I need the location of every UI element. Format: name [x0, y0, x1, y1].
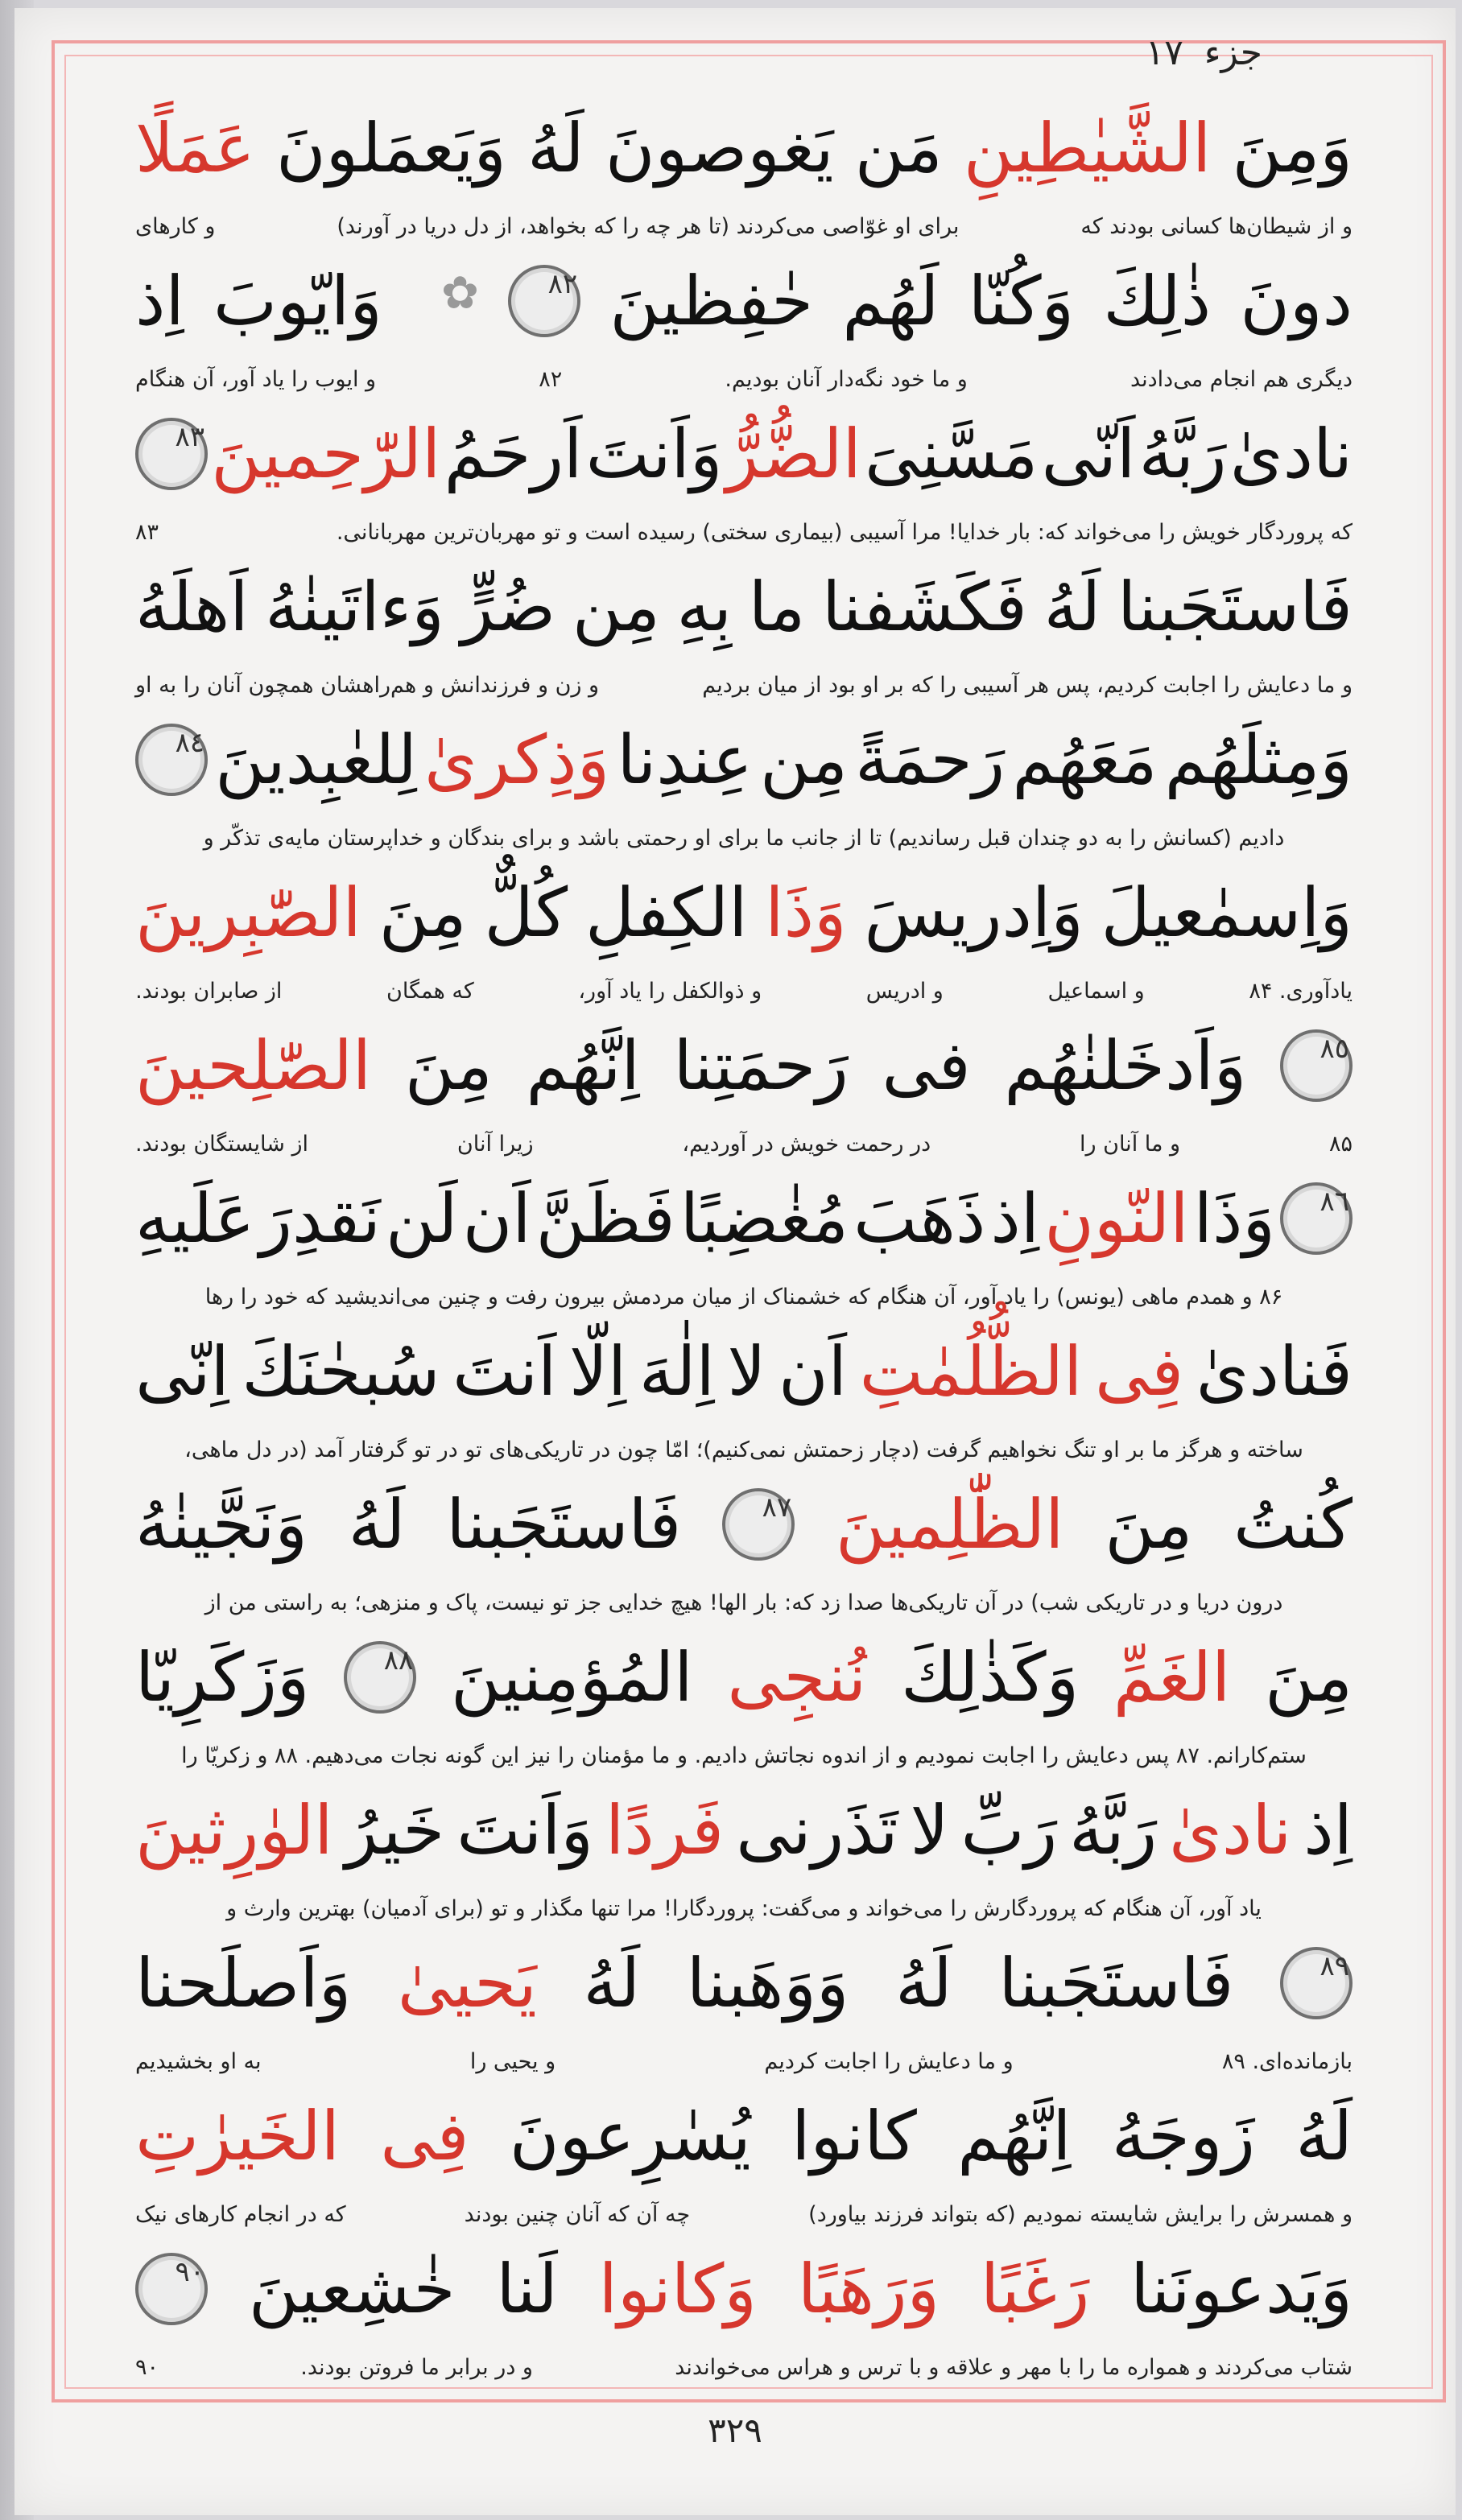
arabic-word: اِلٰهَ [638, 1332, 715, 1411]
juz-label: جزء [1204, 32, 1262, 73]
arabic-word: اَرحَمُ [444, 415, 583, 493]
arabic-word: مَسَّنِىَ [865, 415, 1039, 493]
arabic-word: لَنا [496, 2250, 558, 2328]
arabic-word: وَاِدريسَ [864, 873, 1084, 952]
arabic-word: مَن [854, 109, 943, 188]
arabic-word: الصّٰلِحينَ [135, 1026, 372, 1105]
arabic-word: فِى [1094, 1332, 1184, 1411]
persian-translation [135, 1735, 1353, 1776]
arabic-word: وَاَصلَحنا [135, 1944, 352, 2023]
quran-page [14, 8, 1456, 2515]
arabic-line [135, 2236, 1353, 2342]
translation-segment: یادآوری. ۸۴ [1249, 978, 1353, 1004]
translation-segment: و اسماعیل [1047, 978, 1145, 1004]
arabic-word: وَوَهَبنا [686, 1944, 849, 2023]
arabic-line [135, 554, 1353, 660]
translation-segment: و زن و فرزندانش و هم‌راهشان همچون آنان را به او [135, 672, 600, 698]
translation-segment: و در برابر ما فروتن بودند. [300, 2354, 533, 2380]
arabic-word: اِلّا [568, 1332, 627, 1411]
arabic-word: لِلعٰبِدينَ [215, 720, 417, 799]
arabic-word: اِذ [135, 262, 184, 340]
arabic-line [135, 2083, 1353, 2189]
arabic-word: دونَ [1240, 262, 1353, 340]
arabic-word: ذٰلِكَ [1103, 262, 1212, 340]
persian-translation [135, 818, 1353, 858]
verse-line [135, 1777, 1353, 1936]
translation-segment: و کارهای [135, 213, 216, 239]
verse-number-marker: ٨٩ [1280, 1947, 1353, 2019]
arabic-word: وَايّوبَ [213, 262, 382, 340]
persian-translation [135, 2041, 1353, 2081]
translation-segment: و ما دعایش را اجابت کردیم [764, 2048, 1014, 2074]
arabic-word: رَغَبًا [980, 2250, 1090, 2328]
arabic-word: الكِفلِ [584, 873, 748, 952]
arabic-word: وَاَنتَ [585, 415, 723, 493]
arabic-word: المُؤمِنينَ [451, 1638, 693, 1717]
translation-segment: یاد آور، آن هنگام که پروردگارش را می‌خواند و می‌گفت: پروردگارا! مرا تنها مگذار و تو (برای آدمیان) بهترین وارث و [226, 1895, 1262, 1921]
arabic-word: لَهُ [1295, 2097, 1353, 2176]
translation-segment: از صابران بودند. [135, 978, 283, 1004]
arabic-word: الوٰرِثينَ [135, 1791, 333, 1870]
arabic-word: فَاستَجَبنا [998, 1944, 1234, 2023]
persian-translation [135, 2347, 1353, 2387]
verse-line [135, 1165, 1353, 1325]
arabic-word: ذَهَبَ [853, 1179, 986, 1258]
arabic-word: فَظَنَّ [535, 1179, 675, 1258]
arabic-word: لا [910, 1791, 949, 1870]
arabic-word: النّونِ [1044, 1179, 1189, 1258]
arabic-word: عَمَلًا [135, 109, 255, 188]
persian-translation [135, 1582, 1353, 1623]
hizb-ornament-icon: ✿ [441, 267, 479, 320]
arabic-line [135, 1318, 1353, 1425]
arabic-word: رَبِّ [960, 1791, 1058, 1870]
translation-segment: از شایستگان بودند. [135, 1131, 309, 1157]
arabic-word: فَاستَجَبنا [446, 1485, 682, 1564]
arabic-line [135, 1471, 1353, 1578]
persian-translation [135, 1124, 1353, 1164]
persian-translation [135, 2194, 1353, 2234]
translation-segment: و ما دعایش را اجابت کردیم، پس هر آسیبی را که بر او بود از میان بردیم [702, 672, 1353, 698]
arabic-word: كُنتُ [1233, 1485, 1353, 1564]
verse-line [135, 95, 1353, 254]
arabic-word: اَنّى [1041, 415, 1136, 493]
arabic-word: وَيَعمَلونَ [275, 109, 506, 188]
translation-segment: زیرا آنان [456, 1131, 534, 1157]
verse-line [135, 1624, 1353, 1784]
arabic-word: فى [882, 1026, 971, 1105]
arabic-word: اِذ [990, 1179, 1040, 1258]
arabic-word: لَهُم [842, 262, 940, 340]
translation-segment: و ایوب را یاد آور، آن هنگام [135, 366, 377, 392]
arabic-word: الصّٰبِرينَ [135, 873, 361, 952]
translation-segment: دیگری هم انجام می‌دادند [1130, 366, 1353, 392]
verse-line [135, 707, 1353, 866]
translation-segment: و یحیی را [469, 2048, 556, 2074]
arabic-word: فَكَشَفنا [822, 567, 1027, 646]
arabic-line [135, 1165, 1353, 1272]
arabic-line [135, 1930, 1353, 2036]
verse-line [135, 2083, 1353, 2242]
arabic-word: لَن [385, 1179, 458, 1258]
verse-line [135, 554, 1353, 713]
persian-translation [135, 1276, 1353, 1317]
translation-segment: ۹۰ [135, 2354, 159, 2380]
arabic-line [135, 1624, 1353, 1730]
translation-segment: که در انجام کارهای نیک [135, 2201, 346, 2227]
arabic-word: يُسٰرِعونَ [509, 2097, 751, 2176]
verse-line [135, 1318, 1353, 1478]
arabic-word: وَاَنتَ [456, 1791, 593, 1870]
arabic-word: مِن [760, 720, 848, 799]
arabic-word: الشَّيٰطِينِ [963, 109, 1212, 188]
verse-line [135, 401, 1353, 560]
translation-segment: درون دریا و در تاریکی شب) در آن تاریکی‌ها صدا زد که: بار الها! هیچ خدایی جز تو نیست، پاک و منزهی؛ به راستی من از [204, 1590, 1283, 1615]
arabic-word: وَزَكَرِيّا [135, 1638, 310, 1717]
verse-number-marker: ٨٢ [508, 265, 580, 337]
arabic-word: الخَيرٰتِ [135, 2097, 341, 2176]
arabic-word: فِى [380, 2097, 469, 2176]
verse-lines [135, 95, 1353, 2397]
arabic-word: فَاستَجَبنا [1117, 567, 1353, 646]
arabic-word: وَكُنّا [968, 262, 1075, 340]
translation-segment: ستم‌کارانم. ۸۷ پس دعایش را اجابت نمودیم و از اندوه نجاتش دادیم. و ما مؤمنان را نیز این گونه نجات می‌دهیم. ۸۸ و زکریّا را [181, 1743, 1307, 1768]
persian-translation [135, 359, 1353, 399]
arabic-word: الرّٰحِمينَ [211, 415, 441, 493]
persian-translation [135, 665, 1353, 705]
juz-header [1146, 32, 1262, 73]
arabic-word: اَن [462, 1179, 531, 1258]
arabic-word: الضُّرُّ [725, 415, 861, 493]
arabic-word: الغَمِّ [1113, 1638, 1231, 1717]
arabic-word: تَذَرنى [736, 1791, 898, 1870]
persian-translation [135, 512, 1353, 552]
arabic-word: مِنَ [1105, 1485, 1193, 1564]
arabic-word: وَكَذٰلِكَ [901, 1638, 1080, 1717]
arabic-word: الظّٰلِمينَ [836, 1485, 1064, 1564]
arabic-word: مُغٰضِبًا [679, 1179, 849, 1258]
arabic-word: لَهُ [895, 1944, 952, 2023]
arabic-word: وَاَدخَلنٰهُم [1004, 1026, 1247, 1105]
arabic-word: وَاِسمٰعيلَ [1101, 873, 1353, 952]
arabic-word: وَيَدعونَنا [1130, 2250, 1353, 2328]
arabic-word: لَهُ [1043, 567, 1101, 646]
verse-line [135, 2236, 1353, 2395]
persian-translation [135, 206, 1353, 246]
arabic-word: يَحيىٰ [397, 1944, 537, 2023]
arabic-word: لَهُ [348, 1485, 406, 1564]
translation-segment: که همگان [386, 978, 474, 1004]
verse-number-marker: ٩٠ [135, 2253, 208, 2325]
arabic-word: اِنَّهُم [957, 2097, 1072, 2176]
arabic-word: خَيرُ [345, 1791, 445, 1870]
arabic-word: اَهلَهُ [135, 567, 249, 646]
arabic-word: ضُرٍّ [460, 567, 556, 646]
translation-segment: ۸۲ [539, 366, 563, 392]
arabic-word: مَعَهُم [1012, 720, 1158, 799]
arabic-word: رَبَّهُ [1069, 1791, 1158, 1870]
verse-line [135, 1013, 1353, 1172]
arabic-word: رَبَّهُ [1138, 415, 1227, 493]
translation-segment: و همسرش را برایش شایسته نمودیم (که بتواند فرزند بیاورد) [808, 2201, 1353, 2227]
arabic-word: ما [748, 567, 806, 646]
arabic-word: عِندِنا [617, 720, 753, 799]
juz-number: ۱۷ [1145, 32, 1183, 73]
arabic-word: زَوجَهُ [1111, 2097, 1255, 2176]
translation-segment: برای او غوّاصی می‌کردند (تا هر چه را که بخواهد، از دل دریا در آورند) [337, 213, 960, 239]
arabic-word: عَلَيهِ [135, 1179, 255, 1258]
translation-segment: در رحمت خویش در آوردیم، [682, 1131, 931, 1157]
arabic-word: اِنَّهُم [526, 1026, 640, 1105]
translation-segment: و از شیطان‌ها کسانی بودند که [1080, 213, 1353, 239]
arabic-word: وَنَجَّينٰهُ [135, 1485, 308, 1564]
translation-segment: ۸۳ [135, 519, 159, 545]
translation-segment: دادیم (کسانش را به دو چندان قبل رساندیم) تا از جانب ما برای او رحمتی باشد و برای بندگان و خداپرستان مایه‌ی تذکّر و [203, 825, 1285, 851]
arabic-line [135, 401, 1353, 507]
verse-line [135, 248, 1353, 407]
verse-line [135, 1471, 1353, 1631]
arabic-word: رَحمَةً [855, 720, 1006, 799]
verse-line [135, 860, 1353, 1019]
arabic-word: الظُّلُمٰتِ [859, 1332, 1083, 1411]
translation-segment: و ذوالکفل را یاد آور، [578, 978, 762, 1004]
verse-number-marker: ٨٣ [135, 418, 208, 490]
verse-number-marker: ٨٨ [344, 1641, 416, 1714]
persian-translation [135, 1429, 1353, 1470]
arabic-word: بِهِ [676, 567, 732, 646]
arabic-word: كانوا [791, 2097, 917, 2176]
translation-segment: و ما خود نگه‌دار آنان بودیم. [725, 366, 968, 392]
arabic-word: وَءاتَينٰهُ [265, 567, 444, 646]
arabic-word: سُبحٰنَكَ [242, 1332, 440, 1411]
arabic-word: اَن [778, 1332, 847, 1411]
verse-number-marker: ٨٥ [1280, 1029, 1353, 1102]
arabic-word: اَنتَ [452, 1332, 557, 1411]
arabic-word: كُلٌّ [484, 873, 568, 952]
arabic-line [135, 707, 1353, 813]
arabic-line [135, 248, 1353, 354]
arabic-word: نُنجِى [727, 1638, 867, 1717]
arabic-word: فَنادىٰ [1196, 1332, 1353, 1411]
verse-number-marker: ٨٧ [722, 1488, 795, 1561]
arabic-word: حٰفِظينَ [609, 262, 813, 340]
arabic-word: وَمِنَ [1232, 109, 1353, 188]
arabic-line [135, 95, 1353, 201]
arabic-word: لَهُ [583, 1944, 641, 2023]
arabic-word: مِنَ [378, 873, 467, 952]
arabic-word: لَهُ [527, 109, 584, 188]
translation-segment: چه آن که آنان چنین بودند [464, 2201, 691, 2227]
verse-number-marker: ٨٦ [1280, 1182, 1353, 1255]
translation-segment: به او بخشیدیم [135, 2048, 262, 2074]
arabic-word: خٰشِعينَ [248, 2250, 456, 2328]
translation-segment: ۸۵ [1328, 1131, 1353, 1157]
translation-segment: و ما آنان را [1080, 1131, 1181, 1157]
arabic-word: نادىٰ [1229, 415, 1353, 493]
arabic-word: مِن [572, 567, 660, 646]
arabic-word: وَرَهَبًا [797, 2250, 940, 2328]
arabic-word: اِذ [1303, 1791, 1353, 1870]
arabic-word: نادىٰ [1169, 1791, 1292, 1870]
arabic-line [135, 860, 1353, 966]
verse-number-marker: ٨٤ [135, 724, 208, 796]
arabic-word: يَغوصونَ [605, 109, 834, 188]
arabic-word: مِنَ [1265, 1638, 1353, 1717]
arabic-word: وَمِثلَهُم [1164, 720, 1353, 799]
verse-line [135, 1930, 1353, 2089]
arabic-word: وَكانوا [598, 2250, 757, 2328]
arabic-word: وَذِكرىٰ [424, 720, 610, 799]
translation-segment: و ادریس [865, 978, 944, 1004]
persian-translation [135, 1888, 1353, 1928]
persian-translation [135, 971, 1353, 1011]
arabic-word: مِنَ [404, 1026, 493, 1105]
translation-segment: ساخته و هرگز ما بر او تنگ نخواهیم گرفت (دچار زحمتش نمی‌کنیم)؛ امّا چون در تاریکی‌های تو در تو گرفتار آمد (در دل ماهی، [184, 1437, 1303, 1462]
arabic-word: رَحمَتِنا [673, 1026, 849, 1105]
arabic-word: اِنّى [135, 1332, 229, 1411]
translation-segment: شتاب می‌کردند و همواره ما را با مهر و علاقه و با ترس و هراس می‌خواندند [675, 2354, 1353, 2380]
arabic-word: نَقدِرَ [259, 1179, 381, 1258]
arabic-line [135, 1013, 1353, 1119]
arabic-word: فَردًا [605, 1791, 725, 1870]
page-number: ۳۲۹ [708, 2411, 762, 2450]
translation-segment: بازمانده‌ای. ۸۹ [1221, 2048, 1353, 2074]
arabic-word: وَذَا [1193, 1179, 1275, 1258]
arabic-word: وَذَا [765, 873, 847, 952]
translation-segment: ۸۶ و همدم ماهی (یونس) را یاد آور، آن هنگام که خشمناک از میان مردمش بیرون رفت و چنین می‌اندیشید که خود را رها [204, 1284, 1283, 1309]
translation-segment: که پروردگار خویش را می‌خواند که: بار خدایا! مرا آسیبی (بیماری سختی) رسیده است و تو مهربان‌ترین مهربانانی. [336, 519, 1353, 545]
arabic-line [135, 1777, 1353, 1883]
arabic-word: لا [727, 1332, 766, 1411]
